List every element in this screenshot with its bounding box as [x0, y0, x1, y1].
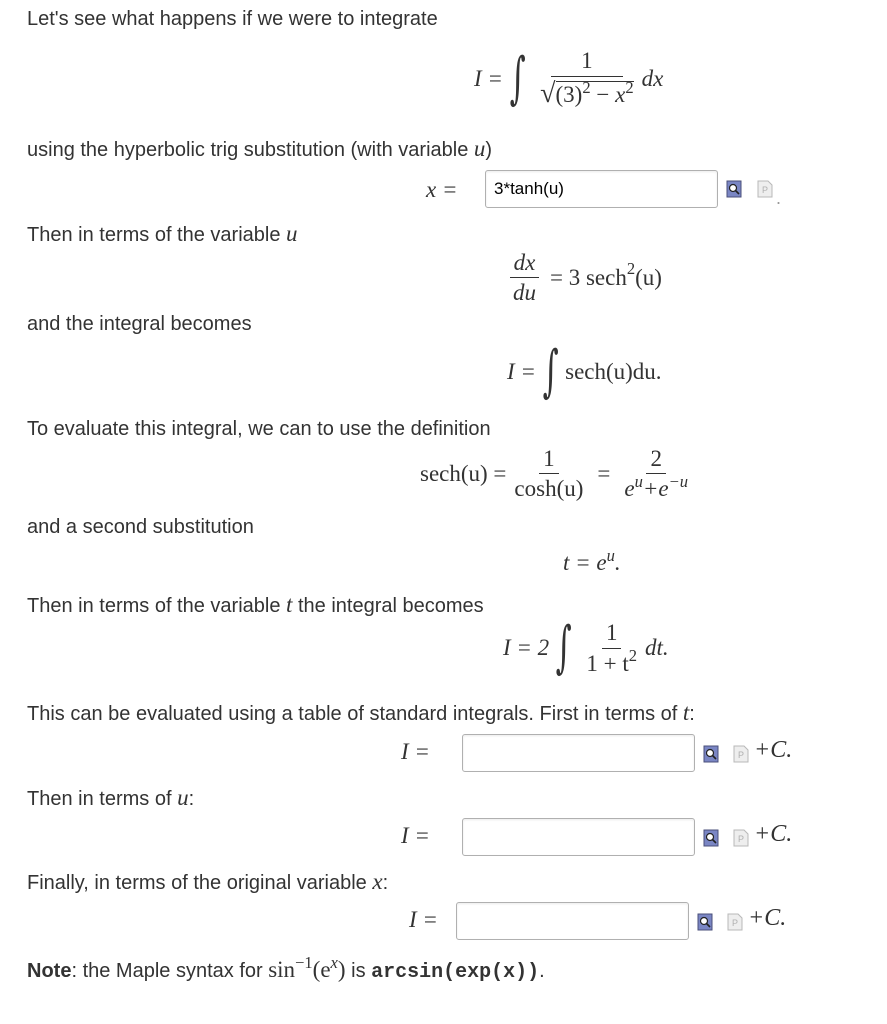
answer-x-input[interactable]	[456, 902, 689, 940]
sech-definition: sech(u) = $\frac{1}{\cosh(u)}$ = $\frac{2}{e^u+e^{-u}}$	[420, 446, 689, 502]
derivative: $\frac{dx}{du}$ = 3 sech 2 (u)	[505, 250, 662, 306]
answer-x-label: I =	[409, 907, 438, 932]
evaluate-text: To evaluate this integral, we can to use the definition	[27, 418, 491, 440]
answer-u-input[interactable]	[462, 818, 695, 856]
plus-c: +C.	[754, 821, 793, 847]
substitution-text: using the hyperbolic trig substitution (with variable u)	[27, 136, 493, 161]
sub-input-label: x =	[426, 177, 458, 202]
answer-t-label: I =	[401, 739, 430, 764]
help-icon[interactable]	[757, 180, 773, 198]
integral-1-denominator: $√(3)^2 - x^2$	[540, 77, 634, 109]
period-mark: .	[776, 188, 782, 208]
note-text: Note: the Maple syntax for $\sin^{-1}(e^x)$ is arcsin(exp(x)).	[27, 952, 545, 984]
help-icon[interactable]	[727, 913, 743, 931]
preview-icon[interactable]	[726, 180, 742, 198]
integral-sign: ∫	[509, 46, 526, 111]
help-icon[interactable]	[733, 829, 749, 847]
svg-text:P: P	[732, 918, 739, 928]
preview-icon[interactable]	[703, 745, 719, 763]
integral-1-dx: dx	[641, 66, 664, 91]
integral-sign: ∫	[555, 615, 572, 680]
answer-u-label: I =	[401, 823, 430, 848]
substitution-input[interactable]	[485, 170, 718, 208]
integral-becomes-text: and the integral becomes	[27, 313, 252, 335]
finally-text: Finally, in terms of the original variable x:	[27, 869, 389, 894]
then-t-text: Then in terms of the variable t the integral becomes	[27, 592, 484, 617]
plus-c: +C.	[748, 905, 787, 931]
table-text: This can be evaluated using a table of standard integrals. First in terms of t:	[27, 700, 695, 725]
derivative-fraction: $\frac{dx}{du}$	[509, 250, 540, 306]
svg-text:P: P	[738, 750, 745, 760]
svg-text:P: P	[738, 834, 745, 844]
integral-3: I = 2 ∫ $\frac{1}{1 + t^2}$ dt.	[503, 615, 669, 680]
t-substitution: $t = e^u$.	[563, 545, 621, 575]
integral-1	[474, 36, 663, 122]
answer-t-input[interactable]	[462, 734, 695, 772]
help-icon[interactable]	[733, 745, 749, 763]
integral-1-fraction	[536, 48, 637, 109]
preview-icon[interactable]	[703, 829, 719, 847]
svg-text:P: P	[762, 185, 769, 195]
integral-2: I = ∫ sech(u)du.	[507, 339, 662, 404]
second-sub-text: and a second substitution	[27, 516, 254, 538]
preview-icon[interactable]	[697, 913, 713, 931]
integral-sign: ∫	[542, 339, 559, 404]
integral-1-numerator: 1	[551, 48, 623, 76]
then-in-u-text: Then in terms of u:	[27, 785, 195, 810]
then-u-text: Then in terms of the variable u	[27, 221, 298, 246]
intro-text: Let's see what happens if we were to integrate	[27, 8, 438, 30]
integral-1-lhs: I =	[474, 66, 503, 91]
plus-c: +C.	[754, 737, 793, 763]
